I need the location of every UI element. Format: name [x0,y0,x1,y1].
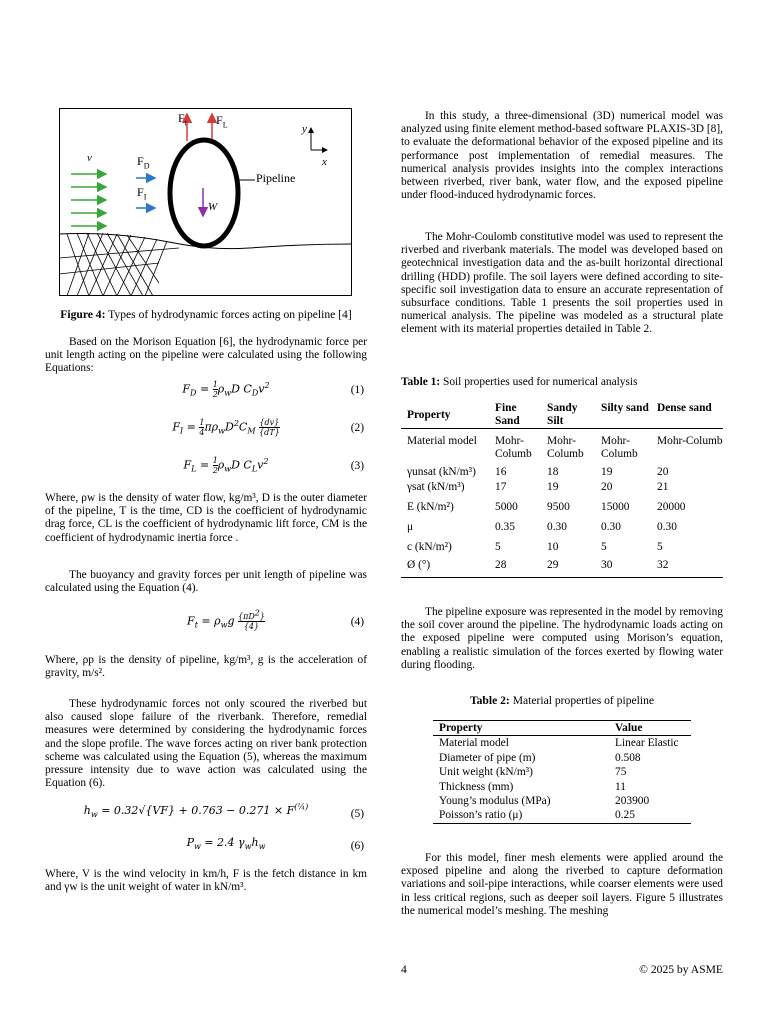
figure-4 [59,108,352,296]
left-paragraph-5: These hydrodynamic forces not only scoured the riverbed but also caused slope failure of the riverbank. Therefore, remedial measures were determined by considering the hydrodynamic forces and the slope profile. The wave forces acting on river bank protection scheme was calculated using the Equation (5), whereas the maximum pressure intensity due to wave action was calculated using the Equation (6). [45,698,367,790]
table-row: E (kN/m²) 5000 9500 15000 20000 [407,501,686,514]
table-row: γunsat (kN/m³) 16 18 19 20 [407,466,669,479]
inertia-force-label: $F_I$ [137,185,147,202]
table-row: Unit weight (kN/m³) 75 [439,766,627,779]
weight-label: W [208,201,218,213]
table-2-header-cell: Value [615,722,643,734]
table-2-header [433,721,691,736]
table-row: Diameter of pipe (m) 0.508 [439,751,641,764]
drag-force-label: $F_D$ [137,154,150,171]
table-1-header-cell: Sandy Silt [547,402,578,427]
figure-4-caption: Figure 4: Types of hydrodynamic forces acting on pipeline [4] [60,308,352,321]
lift-force-label: $F_L$ [216,113,228,130]
copyright: © 2025 by ASME [639,963,723,976]
table-2-header-cell: Property [439,722,483,734]
table-row: Thickness (mm) 11 [439,780,626,793]
table-2 [433,720,691,824]
table-1-caption: Table 1: Soil properties used for numerical analysis [401,376,638,388]
table-1 [401,402,723,578]
left-paragraph-6: Where, V is the wind velocity in km/h, F is the fetch distance in km and γw is the unit weight of water in kN/m³. [45,868,367,894]
left-paragraph-3: The buoyancy and gravity forces per unit length of pipeline was calculated using the Equation (4). [45,569,367,595]
table-1-header-cell: Fine Sand [495,402,520,427]
table-1-header-cell: Dense sand [657,402,712,414]
x-axis-label: x [322,156,327,168]
table-row: Young’s modulus (MPa) 203900 [439,795,650,808]
right-paragraph-2: The Mohr-Coulomb constitutive model was used to represent the riverbed and riverbank materials. The model was developed based on geotechnical investigation data and the as-built horizontal directional drilling (HDD) profile. The soil layers were defined according to site-specific soil investigation data to ensure an accurate representation of subsurface conditions. Table 1 presents the soil properties used in numerical analysis. The pipeline was modeled as a structural plate element with its material properties detailed in Table 2. [401,231,723,336]
pipeline-circle [170,140,238,246]
equation-5: $h_w = 0.32√\{VF\} + 0.763 - 0.271 \times F^{(\frac{1}{4})}$ (5) [83,802,364,820]
table-row: Material model Mohr-Columb Mohr-Columb Mohr-Columb Mohr-Columb [407,435,723,461]
table-2-caption: Table 2: Material properties of pipeline [469,694,655,707]
table-1-header [401,402,723,429]
y-axis-label: y [302,123,307,135]
equation-4: $F_t = \rho_wg$ $\frac{\{\pi D^2\}}{\{4\}}$ (4) [187,608,364,631]
equations-5-6 [45,804,367,854]
flow-velocity-label: v [87,152,92,164]
right-paragraph-3: The pipeline exposure was represented in the model by removing the soil cover around the pipeline. The hydrodynamic loads acting on the exposed pipeline were computed using Morison’s equation, enabling a realistic simulation of the forces exerted by flowing water during flooding. [401,606,723,671]
page-number: 4 [401,963,407,976]
left-paragraph-1: Based on the Morison Equation [6], the hydrodynamic force per unit length acting on the pipeline were calculated using the following Equations: [45,336,367,375]
table-1-header-cell: Property [407,408,451,421]
equation-6: $P_w = 2.4$ $\gamma_wh_w$ (6) [186,836,364,852]
equation-2: $F_I$ = $\frac{1}{4}$ $\pi\rho_wD^2C_M$ $\frac{\{dv\}}{\{dT\}}$ (2) [172,418,364,437]
equation-3: $F_L$ = $\frac{1}{2}$ $\rho_wD$ $C_Lv^2$ (3) [183,456,364,475]
table-1-header-cell: Silty sand [601,402,649,414]
table-row: Ø (°) 28 29 30 32 [401,559,723,577]
left-paragraph-4: Where, ρp is the density of pipeline, kg/m³, g is the acceleration of gravity, m/s². [45,654,367,680]
right-paragraph-4: For this model, finer mesh elements were applied around the exposed pipeline and along the riverbed to capture deformation variations and soil-pipe interactions, while coarser elements were used in less critical regions, such as deeper soil layers. Figure 5 illustrates the numerical model’s meshing. The meshing [401,852,723,917]
right-paragraph-1: In this study, a three-dimensional (3D) numerical model was analyzed using finite element method-based software PLAXIS-3D [8], to evaluate the deformational behavior of the exposed pipeline and its performance post implementation of remedial measures. The numerical analysis provides insights into the complex interactions between riverbed, river bank, water flow, and the exposed pipeline under flood-induced hydrodynamic forces. [401,110,724,202]
buoyancy-force-label: $F_t$ [178,111,187,128]
table-row: Poisson’s ratio (μ) 0.25 [439,809,635,822]
table-row: γsat (kN/m³) 17 19 20 21 [407,481,669,494]
left-paragraph-2: Where, ρw is the density of water flow, kg/m³, D is the outer diameter of the pipeline, T is the time, CD is the coefficient of hydrodynamic drag force, CL is the coefficient of hydrodynamic lift force, CM is the coefficient of hydrodynamic inertia force . [45,492,367,544]
figure-4-diagram [59,108,352,296]
table-row: μ 0.35 0.30 0.30 0.30 [407,521,677,534]
table-row: c (kN/m²) 5 10 5 5 [407,541,663,554]
equation-1: $F_D$ = $\frac{1}{2}$ $\rho_wD$ $C_Dv^2$ (1) [182,380,364,399]
equation-4-block [45,608,367,638]
equations-1-3 [45,380,367,480]
pipeline-label: Pipeline [256,171,296,185]
table-row: Material model Linear Elastic [439,737,679,750]
